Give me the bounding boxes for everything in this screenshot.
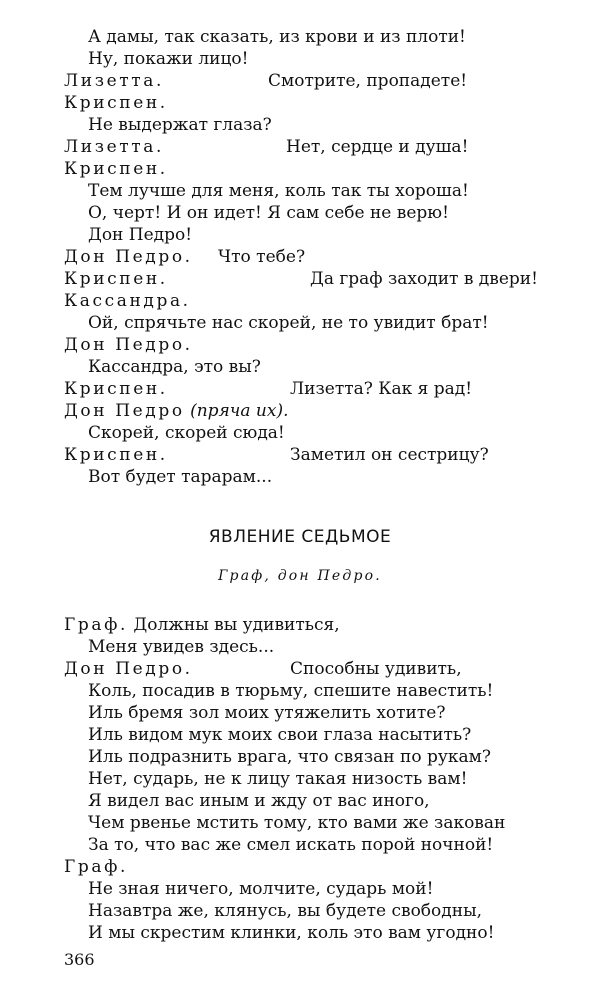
verse-line: Способны удивить, <box>290 659 462 679</box>
verse-line: Чем рвенье мстить тому, кто вами же закован <box>88 813 506 833</box>
verse-line: Меня увидев здесь... <box>88 637 275 657</box>
verse-line: Иль бремя зол моих утяжелить хотите? <box>88 703 446 723</box>
verse-line: Лизетта? Как я рад! <box>290 379 473 399</box>
verse-line: Дон Педро! <box>88 225 193 245</box>
speaker-name: Криспен. <box>64 93 168 113</box>
verse-line: Должны вы удивиться, <box>133 615 340 635</box>
verse-line: Тем лучше для меня, коль так ты хороша! <box>88 181 469 201</box>
verse-line: Иль видом мук моих свои глаза насытить? <box>88 725 472 745</box>
verse-line: Кассандра, это вы? <box>88 357 261 377</box>
verse-line: Ну, покажи лицо! <box>88 49 249 69</box>
verse-line: Иль подразнить врага, что связан по рукам? <box>88 747 491 767</box>
verse-line: Не зная ничего, молчите, сударь мой! <box>88 879 434 899</box>
speaker-name: Криспен. <box>64 445 168 465</box>
verse-line: И мы скрестим клинки, коль это вам угодно! <box>88 923 495 943</box>
verse-line: Не выдержат глаза? <box>88 115 272 135</box>
speaker-name: Дон Педро <box>64 401 185 421</box>
speaker-line <box>64 614 340 636</box>
speaker-direction <box>64 400 288 422</box>
verse-line: Заметил он сестрицу? <box>290 445 489 465</box>
speaker-name: Лизетта. <box>64 71 164 91</box>
verse-line: Коль, посадив в тюрьму, спешите навестить! <box>88 681 494 701</box>
verse-line: Нет, сударь, не к лицу такая низость вам! <box>88 769 468 789</box>
verse-line: Вот будет тарарам... <box>88 467 273 487</box>
stage-direction: (пряча их). <box>190 401 289 421</box>
speaker-name: Граф. <box>64 857 128 877</box>
speaker-name: Дон Педро. <box>64 335 193 355</box>
speaker-name: Криспен. <box>64 269 168 289</box>
speaker-name: Кассандра. <box>64 291 191 311</box>
verse-line: Скорей, скорей сюда! <box>88 423 285 443</box>
page-number: 366 <box>64 950 95 969</box>
verse-line: Смотрите, пропадете! <box>268 71 468 91</box>
verse-line: Назавтра же, клянусь, вы будете свободны, <box>88 901 483 921</box>
speaker-name: Граф. <box>64 615 128 635</box>
verse-line: Что тебе? <box>218 247 306 267</box>
verse-line: О, черт! И он идет! Я сам себе не верю! <box>88 203 449 223</box>
speaker-name: Лизетта. <box>64 137 164 157</box>
verse-line: Нет, сердце и душа! <box>286 137 469 157</box>
verse-line: А дамы, так сказать, из крови и из плоти! <box>88 27 466 47</box>
verse-line: Я видел вас иным и жду от вас иного, <box>88 791 430 811</box>
verse-line: Ой, спрячьте нас скорей, не то увидит брат! <box>88 313 489 333</box>
verse-line: За то, что вас же смел искать порой ночной! <box>88 835 494 855</box>
speaker-name: Дон Педро. <box>64 247 193 267</box>
speaker-name: Криспен. <box>64 379 168 399</box>
speaker-name: Криспен. <box>64 159 168 179</box>
scene-heading: ЯВЛЕНИЕ СЕДЬМОЕ <box>208 527 392 547</box>
speaker-name: Дон Педро. <box>64 659 193 679</box>
verse-line: Да граф заходит в двери! <box>310 269 538 289</box>
scene-characters: Граф, дон Педро. <box>218 568 382 584</box>
